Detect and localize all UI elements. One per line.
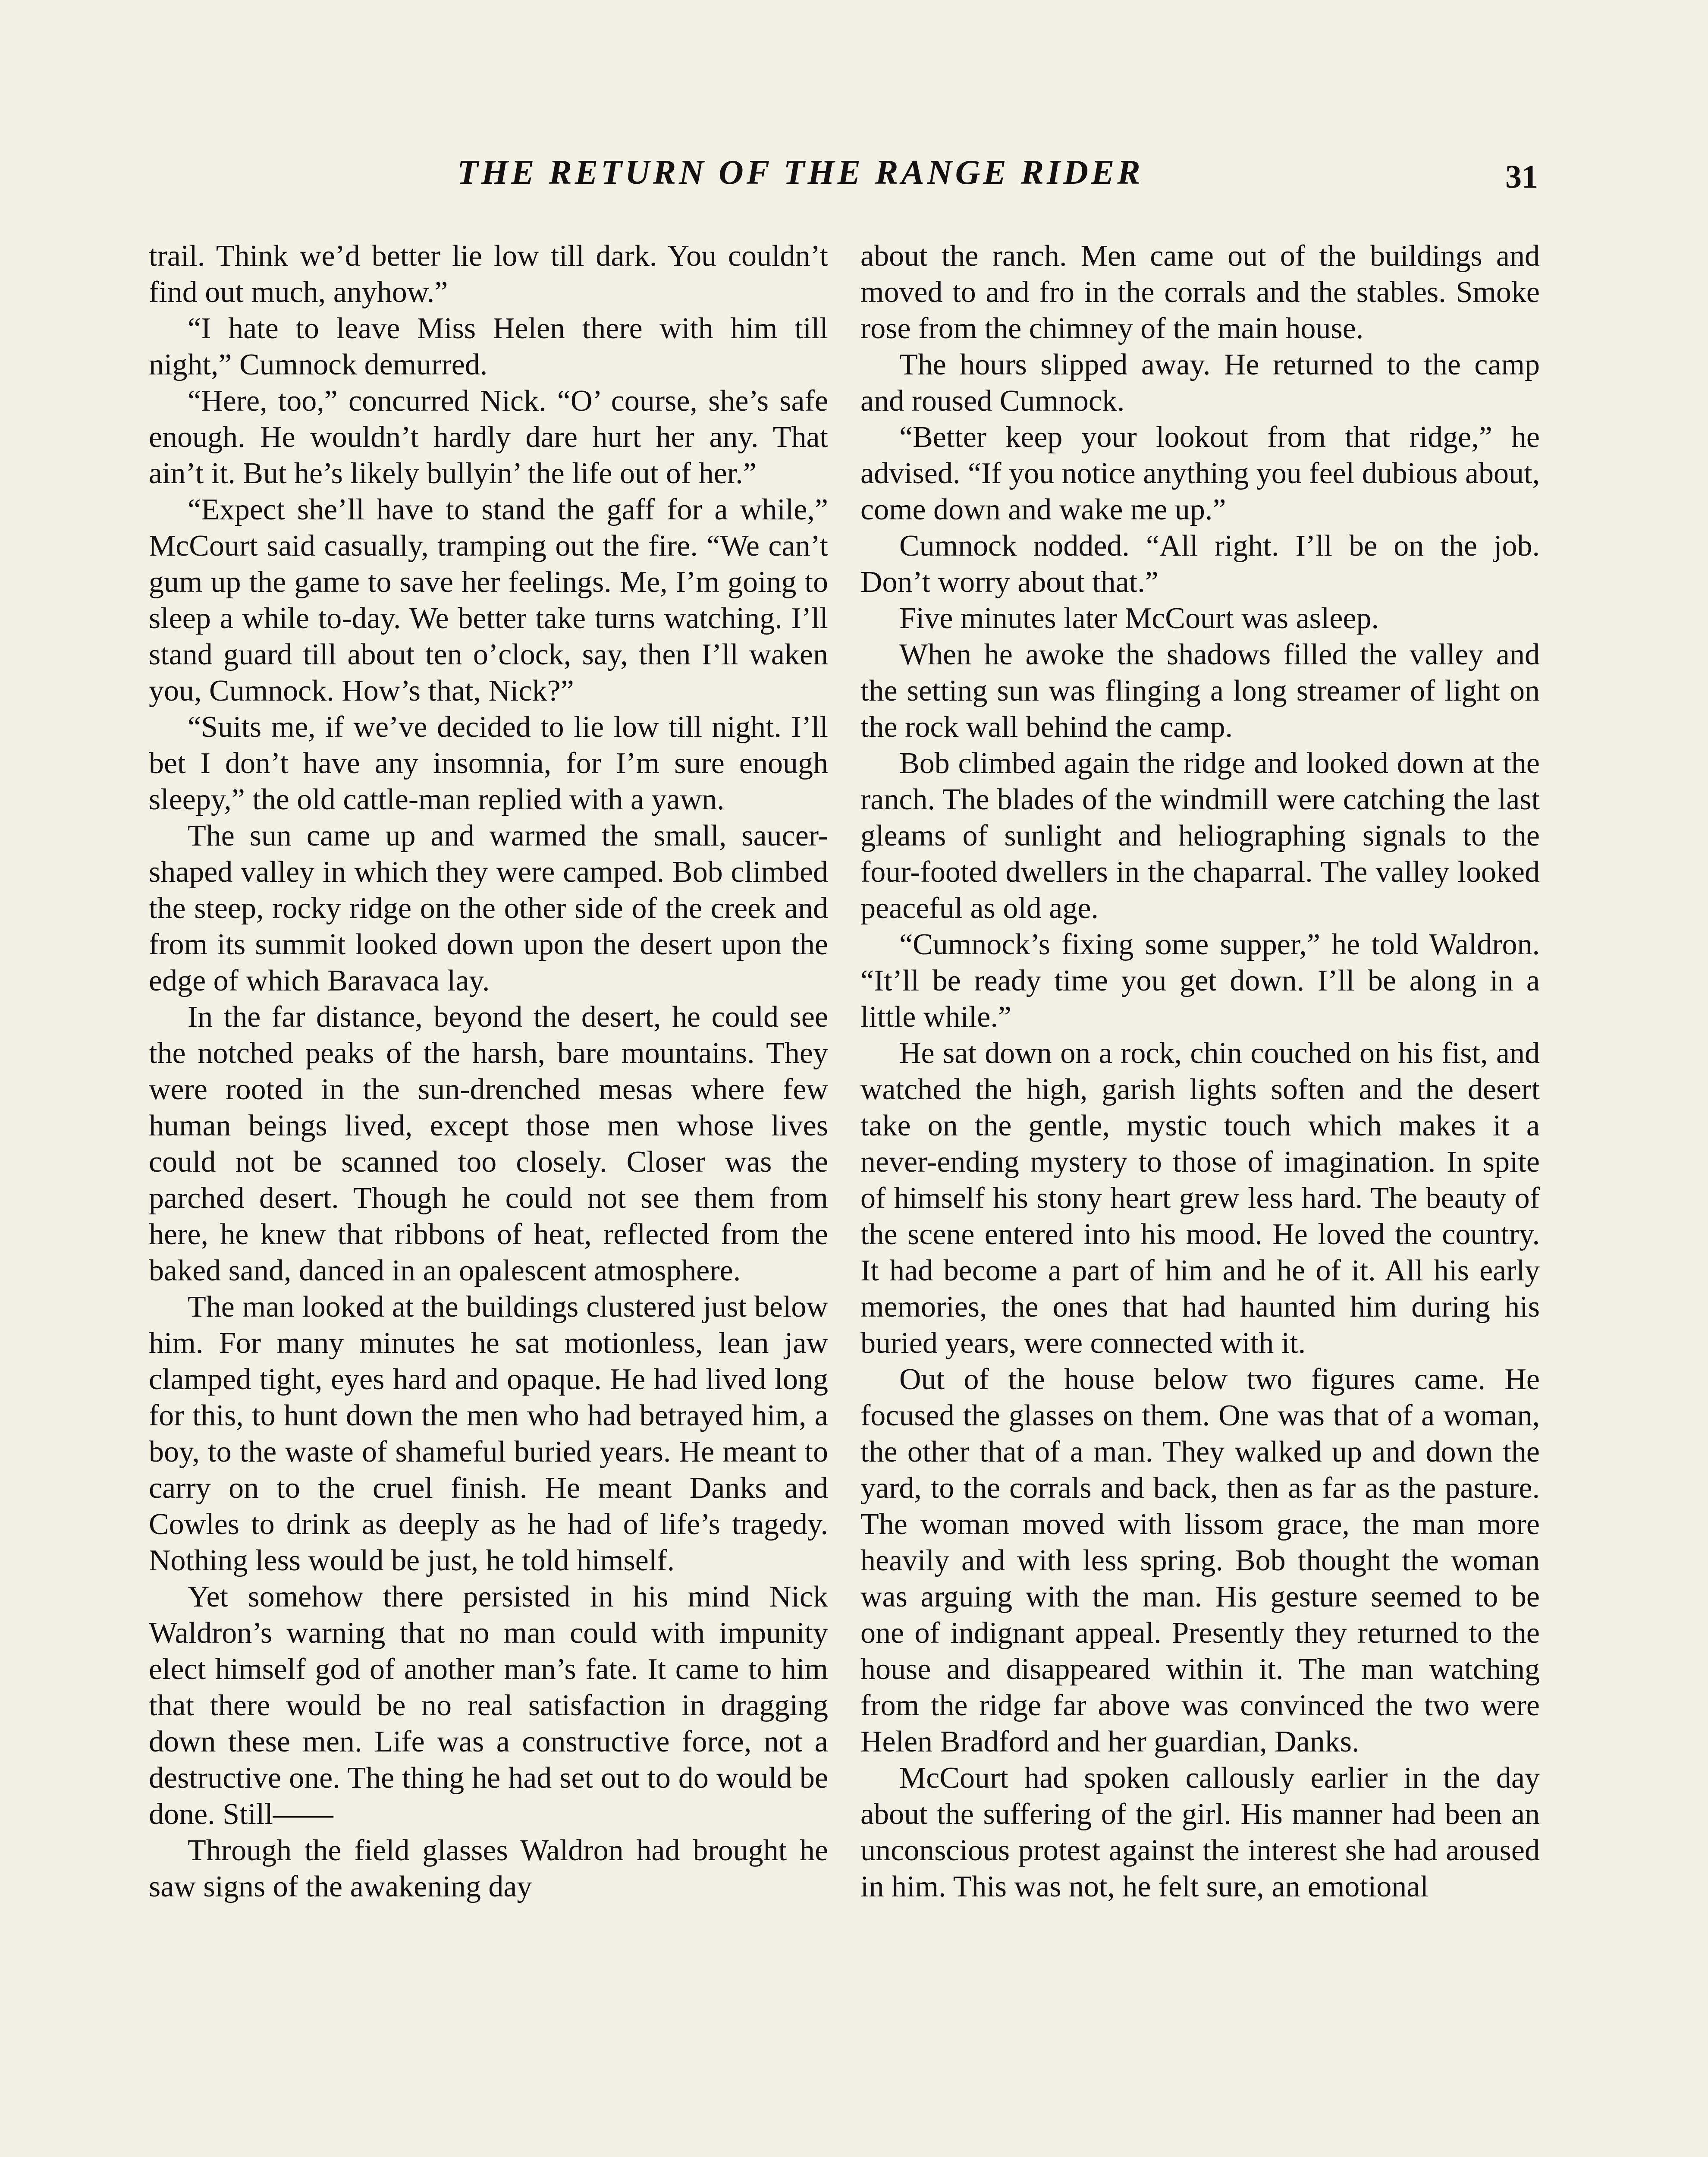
paragraph: “Expect she’ll have to stand the gaff for a while,” McCourt said casually, tramping out the fire. “We can’t gum up the game to save her feelings. Me, I’m going to sleep a while to-day. We better take turns watching. I’ll stand guard till about ten o’clock, say, then I’ll waken you, Cumnock. How’s that, Nick?” <box>149 493 828 707</box>
paragraph: “Better keep your lookout from that ridge,” he advised. “If you notice anything you feel dubious about, come down and wake me up.” <box>860 421 1540 526</box>
paragraph: “I hate to leave Miss Helen there with him till night,” Cumnock demurred. <box>149 312 828 381</box>
paragraph: Through the field glasses Waldron had brought he saw signs of the awakening day <box>149 1834 828 1903</box>
paragraph: trail. Think we’d better lie low till dark. You couldn’t find out much, anyhow.” <box>149 239 828 309</box>
paragraph: When he awoke the shadows filled the valley and the setting sun was flinging a long streamer of light on the rock wall behind the camp. <box>860 638 1540 744</box>
paragraph: Cumnock nodded. “All right. I’ll be on the job. Don’t worry about that.” <box>860 529 1540 599</box>
paragraph: He sat down on a rock, chin couched on his fist, and watched the high, garish lights soften and the desert take on the gentle, mystic touch which makes it a never-ending mystery to those of imagination. In spite of himself his stony heart grew less hard. The beauty of the scene entered into his mood. He loved the country. It had become a part of him and he of it. All his early memories, the ones that had haunted him during his buried years, were connected with it. <box>860 1037 1540 1360</box>
paragraph: “Suits me, if we’ve decided to lie low till night. I’ll bet I don’t have any insomnia, for I’m sure enough sleepy,” the old cattle-man replied with a yawn. <box>149 711 828 816</box>
paragraph: about the ranch. Men came out of the buildings and moved to and fro in the corrals and the stables. Smoke rose from the chimney of the main house. <box>860 239 1540 345</box>
left-text-column <box>149 238 828 1905</box>
page-number: 31 <box>1505 159 1538 195</box>
paragraph: Bob climbed again the ridge and looked down at the ranch. The blades of the windmill were catching the last gleams of sunlight and heliographing signals to the four-footed dwellers in the chaparral. The valley looked peaceful as old age. <box>860 747 1540 925</box>
paragraph: The hours slipped away. He returned to the camp and roused Cumnock. <box>860 348 1540 418</box>
paragraph: The man looked at the buildings clustered just below him. For many minutes he sat motionless, lean jaw clamped tight, eyes hard and opaque. He had lived long for this, to hunt down the men who had betrayed him, a boy, to the waste of shameful buried years. He meant to carry on to the cruel finish. He meant Danks and Cowles to drink as deeply as he had of life’s tragedy. Nothing less would be just, he told himself. <box>149 1290 828 1577</box>
paragraph: McCourt had spoken callously earlier in the day about the suffering of the girl. His manner had been an unconscious protest against the interest she had aroused in him. This was not, he felt sure, an emotional <box>860 1761 1540 1903</box>
paragraph: Five minutes later McCourt was asleep. <box>899 602 1379 635</box>
paragraph: Out of the house below two figures came. He focused the glasses on them. One was that of a woman, the other that of a man. They walked up and down the yard, to the corrals and back, then as far as the pasture. The woman moved with lissom grace, the man more heavily and with less spring. Bob thought the woman was arguing with the man. His gesture seemed to be one of indignant appeal. Presently they returned to the house and disappeared within it. The man watching from the ridge far above was convinced the two were Helen Bradford and her guardian, Danks. <box>860 1363 1540 1758</box>
paragraph: “Cumnock’s fixing some supper,” he told Waldron. “It’ll be ready time you get down. I’ll be along in a little while.” <box>860 928 1540 1034</box>
running-head-title: THE RETURN OF THE RANGE RIDER <box>457 154 1143 192</box>
right-text-column <box>860 238 1540 1905</box>
paragraph: Yet somehow there persisted in his mind Nick Waldron’s warning that no man could with impunity elect himself god of another man’s fate. It came to him that there would be no real satisfaction in dragging down these men. Life was a constructive force, not a destructive one. The thing he had set out to do would be done. Still—— <box>149 1580 828 1831</box>
paragraph: “Here, too,” concurred Nick. “O’ course, she’s safe enough. He wouldn’t hardly dare hurt her any. That ain’t it. But he’s likely bullyin’ the life out of her.” <box>149 384 828 490</box>
paragraph: In the far distance, beyond the desert, he could see the notched peaks of the harsh, bare mountains. They were rooted in the sun-drenched mesas where few human beings lived, except those men whose lives could not be scanned too closely. Closer was the parched desert. Though he could not see them from here, he knew that ribbons of heat, reflected from the baked sand, danced in an opalescent atmosphere. <box>149 1000 828 1287</box>
paragraph: The sun came up and warmed the small, saucer-shaped valley in which they were camped. Bob climbed the steep, rocky ridge on the other side of the creek and from its summit looked down upon the desert upon the edge of which Baravaca lay. <box>149 819 828 997</box>
